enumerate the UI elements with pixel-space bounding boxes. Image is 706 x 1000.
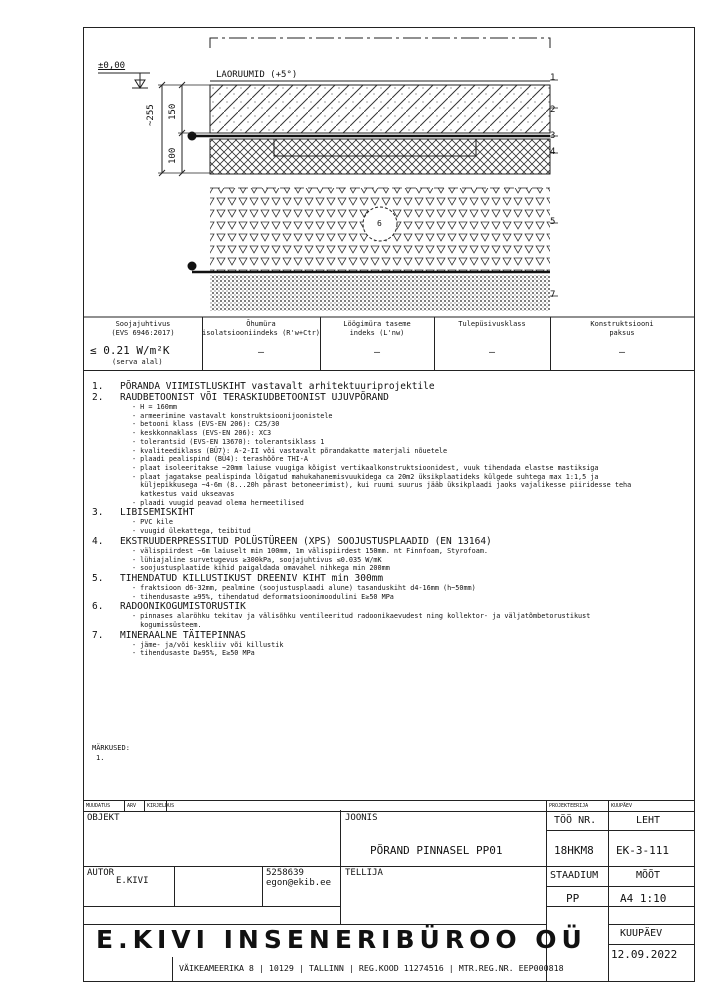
- note-line: - plaat isoleeritakse ~20mm laiuse vuugiga kõigist vertikaalkonstruktsioonidest, vuuk tihendada elastse mastiksiga: [132, 463, 599, 472]
- note-line: - pinnases alaröhku tekitav ja välisõhku ventileeritud radoonikaevudest ning kollektor- ja väljatõmbetorustikust: [132, 612, 591, 621]
- note-number: 4.: [92, 535, 104, 547]
- dim-top: 150: [168, 103, 178, 120]
- header-thermal-2: (EVS 6946:2017): [111, 329, 175, 337]
- objekt-label: OBJEKT: [87, 813, 120, 823]
- leht: EK-3-111: [616, 844, 669, 857]
- note-number: 2.: [92, 392, 104, 403]
- too-nr-label: TÖÖ NR.: [554, 815, 597, 826]
- staadium: PP: [566, 892, 580, 905]
- company-name: E.KIVI INSENERIBÜROO OÜ: [96, 925, 587, 954]
- phone: 5258639: [266, 868, 304, 878]
- note-item: [92, 573, 692, 584]
- note-title: RADOONIKOGUMISTORUSTIK: [120, 601, 246, 613]
- autor: E.KIVI: [116, 876, 149, 886]
- note-line: - tihendusaste D≥95%, E≥50 MPa: [132, 649, 255, 658]
- layer-number-4: 4: [550, 147, 556, 157]
- dim-total: ~255: [146, 104, 156, 126]
- note-line: kogumissüsteem.: [132, 621, 202, 630]
- layer-number-1: 1: [550, 73, 556, 83]
- layer-number-2: 2: [550, 105, 556, 115]
- note-item: [92, 381, 692, 392]
- fire-value: –: [488, 347, 496, 358]
- header-impact-1: Löögimüra taseme: [343, 320, 411, 328]
- concrete-layer: [210, 85, 550, 133]
- note-title: LIBISEMISKIHT: [120, 507, 195, 519]
- drawing-title: PÕRAND PINNASEL PP01: [370, 844, 503, 857]
- note-line: - fraktsioon d6-32mm, pealmine (soojustusplaadi alune) tasanduskiht d4-16mm (h~50mm): [132, 583, 476, 592]
- rev-projekteerija: PROJEKTEERIJA: [549, 803, 589, 809]
- room-label: LAORUUMID (+5°): [216, 70, 298, 80]
- note-line: - vuugid ülekattega, teibitud: [132, 527, 251, 536]
- dim-bottom: 100: [168, 147, 178, 164]
- header-airborne-1: Õhumüra: [246, 320, 276, 328]
- drawing-sheet: [83, 27, 695, 982]
- note-number: 3.: [92, 507, 104, 519]
- note-line: küljepikkusega ~4-6m (8...20h pärast betoneerimist), kui ruumi suurus jääb üksikplaadi jaoks vajalikesse piiridesse teha: [132, 481, 632, 490]
- note-line: - plaadi pealispind (BÜ4): terashõõre THI-A: [132, 455, 308, 464]
- note-title: TIHENDATUD KILLUSTIKUST DREENIV KIHT min 300mm: [120, 572, 384, 584]
- fill-soil-layer: [210, 275, 550, 311]
- note-number: 6.: [92, 601, 104, 613]
- rev-arv: ARV: [127, 803, 137, 809]
- note-line: - tihendusaste ≥95%, tihendatud deformatsioonimoodulini E≥50 MPa: [132, 592, 394, 601]
- layer-number-6: 6: [377, 219, 382, 228]
- header-thickness-1: Konstruktsiooni: [590, 320, 654, 328]
- note-line: katkestus vaid ukseavas: [132, 490, 235, 499]
- rev-muudatus: MUUDATUS: [86, 803, 111, 809]
- header-fire-1: Tulepüsivusklass: [458, 320, 526, 328]
- u-value-note: (serva alal): [112, 358, 163, 366]
- note-number: 7.: [92, 629, 104, 641]
- note-title: EKSTRUUDERPRESSITUD POLÜSTÜREEN (XPS) SOOJUSTUSPLAADID (EN 13164): [120, 535, 492, 547]
- too-nr: 18HKM8: [554, 844, 594, 857]
- kuupaev-label: KUUPÄEV: [620, 928, 663, 939]
- note-line: - jäme- ja/või keskliiv või killustik: [132, 640, 284, 649]
- note-item: [92, 601, 692, 612]
- note-line: - plaat jagatakse pealispinda lõigatud mahukahanemisvuukidega ca 20m2 üksikplaatideks külgede suhtega max 1:1,5 ja: [132, 472, 599, 481]
- company-address: VÄIKEAMEERIKA 8 | 10129 | TALLINN | REG.KOOD 11274516 | MTR.REG.NR. EEP000818: [179, 963, 564, 973]
- header-thickness-2: paksus: [609, 329, 635, 337]
- properties-row: [84, 317, 694, 371]
- autor-label: AUTOR: [87, 868, 115, 878]
- tellija-label: TELLIJA: [345, 868, 383, 878]
- joonis-label: JOONIS: [345, 813, 378, 823]
- moot: A4 1:10: [620, 892, 667, 905]
- email: egon@ekib.ee: [266, 878, 332, 888]
- note-line: - lühiajaline survetugevus ≥300kPa, soojajuhtivus ≤0.035 W/mK: [132, 555, 382, 564]
- note-item: [92, 507, 692, 518]
- impact-value: –: [373, 347, 381, 358]
- note-item: [92, 392, 692, 403]
- rev-kuupaev: KUUPÄEV: [611, 803, 633, 809]
- zero-level-label: ±0,00: [98, 61, 126, 71]
- note-line: - PVC kile: [132, 518, 173, 527]
- staadium-label: STAADIUM: [550, 870, 599, 881]
- kuupaev: 12.09.2022: [611, 948, 678, 961]
- airborne-value: –: [257, 347, 265, 358]
- note-item: [92, 630, 692, 641]
- title-block: [84, 810, 694, 982]
- note-line: - kvaliteediklass (BÜ7): A-2-II või vastavalt põrandakatte materjali nõuetele: [132, 446, 448, 455]
- layer-number-5: 5: [550, 217, 556, 227]
- note-number: 1.: [92, 381, 104, 392]
- note-line: - keskkonnaklass (EVS-EN 206): XC3: [132, 429, 272, 438]
- note-line: - tolerantsid (EVS-EN 13670): tolerantsiklass 1: [132, 437, 325, 446]
- note-line: - armeerimine vastavalt konstruktsioonijoonistele: [132, 411, 333, 420]
- note-title: PÕRANDA VIIMISTLUSKIHT vastavalt arhitektuuriprojektile: [120, 381, 435, 392]
- floor-section-drawing: [84, 28, 694, 318]
- rev-kirjeldus: KIRJELDUS: [147, 803, 175, 809]
- header-thermal-1: Soojajuhtivus: [115, 320, 171, 328]
- header-impact-2: indeks (L'nw): [349, 329, 405, 337]
- layer-number-7: 7: [550, 290, 556, 300]
- note-title: RAUDBETOONIST VÕI TERASKIUDBETOONIST UJUVPÕRAND: [120, 392, 389, 403]
- note-line: - soojustusplaatide kihid paigaldada omavahel nihkega min 200mm: [132, 564, 390, 573]
- note-line: - plaadi vuugid peavad olema hermeetilised: [132, 498, 304, 507]
- note-line: - H = 160mm: [132, 403, 178, 411]
- note-title: MINERAALNE TÄITEPINNAS: [120, 629, 246, 641]
- u-value: ≤ 0.21 W/m²K: [90, 344, 170, 357]
- thickness-value: –: [618, 347, 626, 358]
- header-airborne-2: isolatsiooniindeks (R'w+Ctr): [202, 329, 321, 337]
- layer-number-3: 3: [550, 131, 556, 141]
- moot-label: MÕÕT: [636, 870, 661, 881]
- note-line: - betooni klass (EVS-EN 206): C25/30: [132, 420, 280, 429]
- remarks-label: MÄRKUSED:: [92, 744, 130, 752]
- leht-label: LEHT: [636, 815, 661, 826]
- remarks-item: 1.: [96, 754, 105, 762]
- note-line: - välispiirdest ~6m laiuselt min 100mm, 1m välispiirdest 150mm. nt Finnfoam, Styrofoam.: [132, 546, 489, 555]
- specification-notes: [92, 381, 692, 658]
- note-number: 5.: [92, 572, 104, 584]
- note-item: [92, 536, 692, 547]
